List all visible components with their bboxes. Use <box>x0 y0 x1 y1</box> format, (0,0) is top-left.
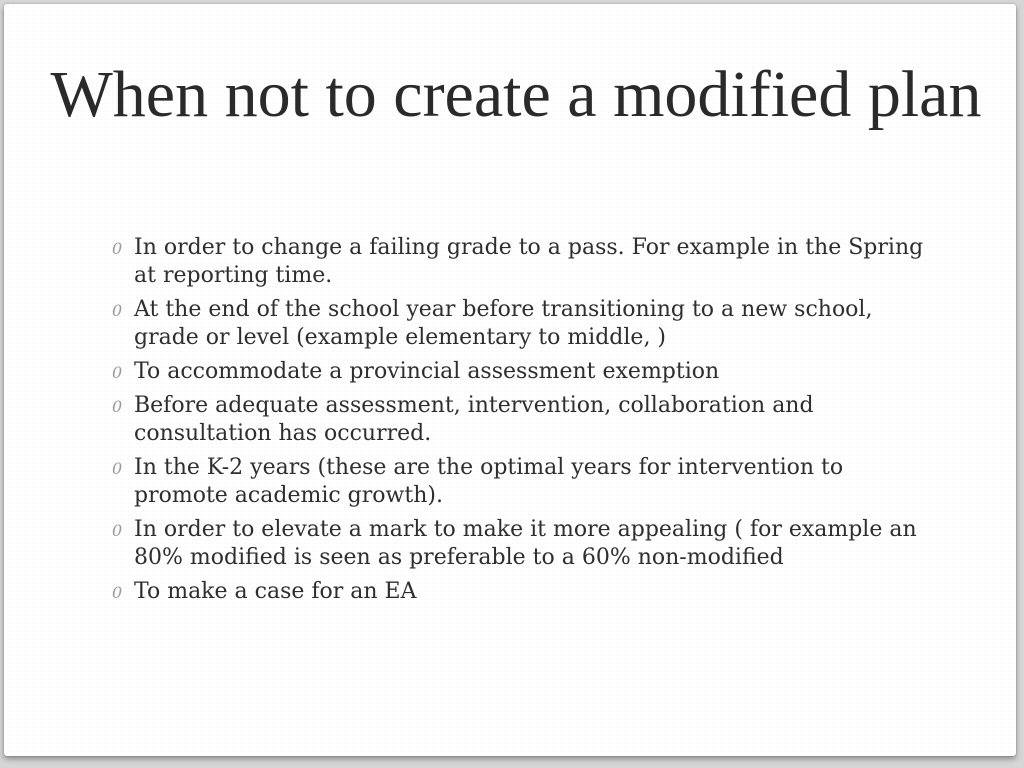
bullet-marker-icon: 0 <box>112 239 123 258</box>
bullet-text: Before adequate assessment, intervention, collaboration and consultation has occurred. <box>134 393 814 446</box>
bullet-text: At the end of the school year before transitioning to a new school, grade or level (example elementary to middle, ) <box>134 297 873 350</box>
bullet-text: To make a case for an EA <box>134 579 417 604</box>
bullet-item <box>110 234 940 290</box>
bullet-item <box>110 392 940 448</box>
bullet-item <box>110 516 940 572</box>
slide-title: When not to create a modified plan <box>50 58 982 131</box>
bullet-item <box>110 578 940 606</box>
bullet-marker-icon: 0 <box>112 521 123 540</box>
bullet-text: In order to elevate a mark to make it more appealing ( for example an 80% modified is seen as preferable to a 60% non-modified <box>134 517 917 570</box>
bullet-marker-icon: 0 <box>112 397 123 416</box>
bullet-marker-icon: 0 <box>112 363 123 382</box>
bullet-list <box>110 234 940 612</box>
slide-paper <box>4 4 1016 756</box>
bullet-item <box>110 454 940 510</box>
bullet-text: In the K-2 years (these are the optimal years for intervention to promote academic growth). <box>134 455 844 508</box>
bullet-marker-icon: 0 <box>112 583 123 602</box>
bullet-item <box>110 358 940 386</box>
bullet-marker-icon: 0 <box>112 459 123 478</box>
bullet-text: In order to change a failing grade to a pass. For example in the Spring at reporting time. <box>134 235 924 288</box>
bullet-marker-icon: 0 <box>112 301 123 320</box>
bullet-item <box>110 296 940 352</box>
bullet-text: To accommodate a provincial assessment exemption <box>134 359 720 384</box>
